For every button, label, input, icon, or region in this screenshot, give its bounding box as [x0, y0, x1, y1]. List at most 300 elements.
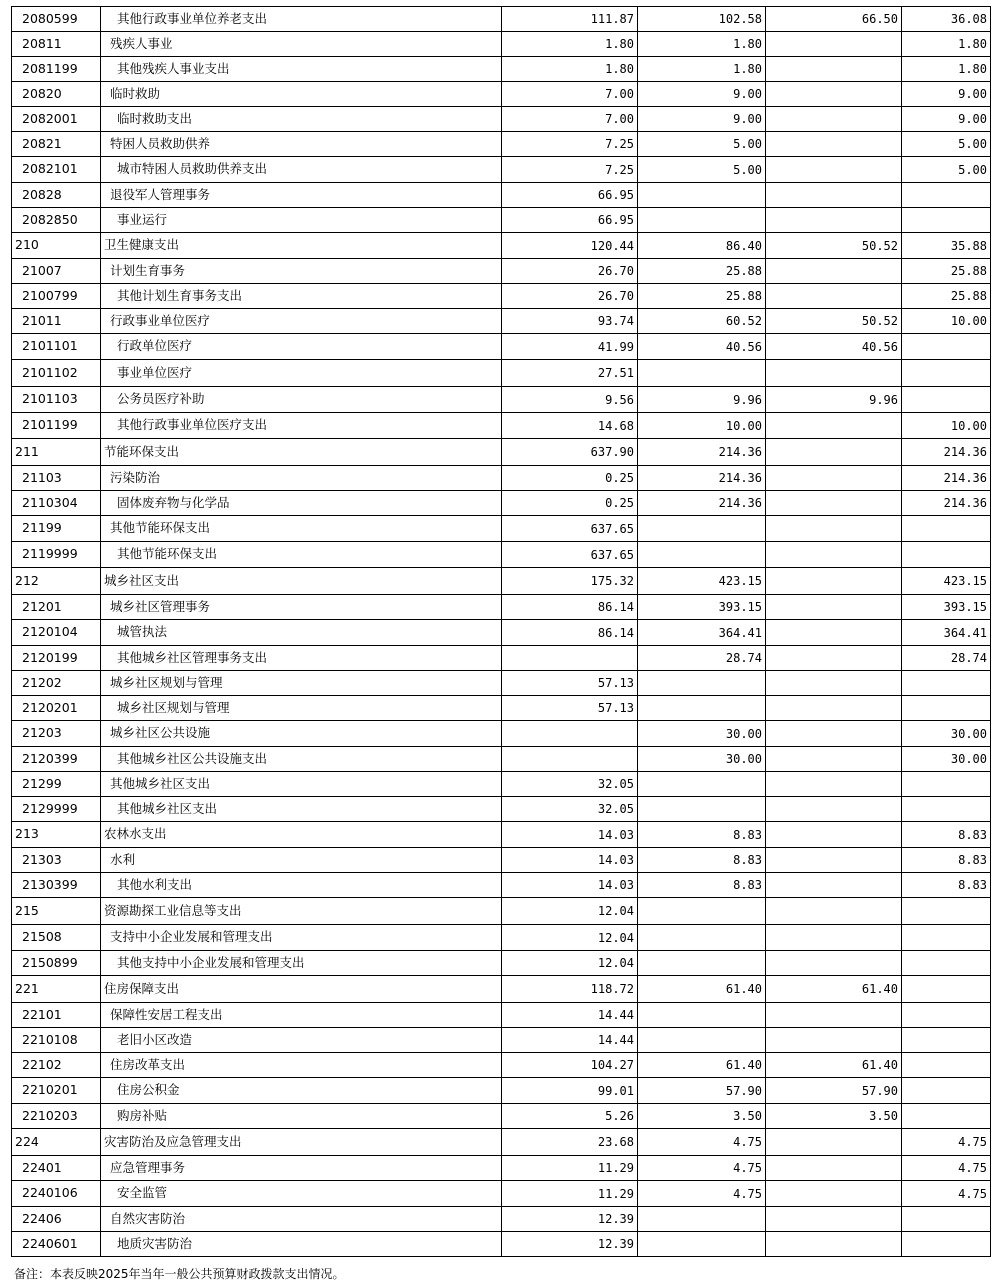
project-expenditure-cell: 4.75 — [902, 1181, 991, 1207]
name-cell: 节能环保支出 — [101, 439, 502, 466]
name-cell: 城乡社区支出 — [101, 568, 502, 595]
table-row — [12, 595, 991, 620]
project-expenditure-cell — [902, 208, 991, 233]
code-cell: 2120201 — [12, 696, 101, 721]
project-expenditure-cell: 5.00 — [902, 157, 991, 183]
code-cell: 20821 — [12, 132, 101, 157]
code-cell: 21201 — [12, 595, 101, 620]
table-row — [12, 1078, 991, 1104]
budget-2024-cell: 26.70 — [502, 284, 638, 309]
project-expenditure-cell: 8.83 — [902, 822, 991, 848]
budget-2024-cell: 104.27 — [502, 1053, 638, 1078]
table-row — [12, 646, 991, 671]
table-row — [12, 439, 991, 466]
basic-expenditure-cell — [766, 1232, 902, 1257]
budget-2024-cell: 5.26 — [502, 1104, 638, 1129]
table-row — [12, 951, 991, 976]
budget-2024-cell: 12.39 — [502, 1207, 638, 1232]
budget-total-cell: 214.36 — [638, 491, 766, 516]
name-cell: 自然灾害防治 — [101, 1207, 502, 1232]
code-cell: 22101 — [12, 1003, 101, 1028]
budget-total-cell: 61.40 — [638, 976, 766, 1003]
budget-2024-cell — [502, 747, 638, 772]
budget-total-cell: 1.80 — [638, 32, 766, 57]
project-expenditure-cell: 25.88 — [902, 284, 991, 309]
basic-expenditure-cell: 61.40 — [766, 1053, 902, 1078]
budget-total-cell: 5.00 — [638, 132, 766, 157]
budget-2024-cell: 32.05 — [502, 797, 638, 822]
basic-expenditure-cell — [766, 620, 902, 646]
code-cell: 2210108 — [12, 1028, 101, 1053]
project-expenditure-cell — [902, 334, 991, 360]
code-cell: 2240601 — [12, 1232, 101, 1257]
project-expenditure-cell: 8.83 — [902, 848, 991, 873]
code-cell: 21202 — [12, 671, 101, 696]
budget-2024-cell — [502, 721, 638, 747]
table-row — [12, 1207, 991, 1232]
budget-total-cell: 423.15 — [638, 568, 766, 595]
basic-expenditure-cell — [766, 491, 902, 516]
code-cell: 2150899 — [12, 951, 101, 976]
project-expenditure-cell: 214.36 — [902, 491, 991, 516]
project-expenditure-cell: 4.75 — [902, 1156, 991, 1181]
name-cell: 退役军人管理事务 — [101, 183, 502, 208]
budget-total-cell — [638, 208, 766, 233]
basic-expenditure-cell — [766, 822, 902, 848]
table-row — [12, 1003, 991, 1028]
budget-2024-cell: 57.13 — [502, 696, 638, 721]
budget-2024-cell: 14.03 — [502, 822, 638, 848]
project-expenditure-cell: 1.80 — [902, 57, 991, 82]
project-expenditure-cell — [902, 925, 991, 951]
code-cell: 2130399 — [12, 873, 101, 898]
basic-expenditure-cell — [766, 466, 902, 491]
code-cell: 20820 — [12, 82, 101, 107]
project-expenditure-cell: 5.00 — [902, 132, 991, 157]
name-cell: 其他支持中小企业发展和管理支出 — [101, 951, 502, 976]
basic-expenditure-cell: 61.40 — [766, 976, 902, 1003]
table-row — [12, 413, 991, 439]
table-row — [12, 568, 991, 595]
name-cell: 支持中小企业发展和管理支出 — [101, 925, 502, 951]
project-expenditure-cell — [902, 360, 991, 387]
basic-expenditure-cell — [766, 671, 902, 696]
project-expenditure-cell: 30.00 — [902, 721, 991, 747]
basic-expenditure-cell — [766, 183, 902, 208]
name-cell: 其他残疾人事业支出 — [101, 57, 502, 82]
name-cell: 事业单位医疗 — [101, 360, 502, 387]
code-cell: 2120399 — [12, 747, 101, 772]
basic-expenditure-cell — [766, 1181, 902, 1207]
basic-expenditure-cell — [766, 32, 902, 57]
code-cell: 2082101 — [12, 157, 101, 183]
project-expenditure-cell — [902, 183, 991, 208]
project-expenditure-cell — [902, 696, 991, 721]
basic-expenditure-cell — [766, 951, 902, 976]
budget-total-cell — [638, 772, 766, 797]
project-expenditure-cell — [902, 671, 991, 696]
project-expenditure-cell: 1.80 — [902, 32, 991, 57]
table-row — [12, 1156, 991, 1181]
name-cell: 农林水支出 — [101, 822, 502, 848]
basic-expenditure-cell — [766, 568, 902, 595]
code-cell: 21303 — [12, 848, 101, 873]
budget-2024-cell: 12.39 — [502, 1232, 638, 1257]
basic-expenditure-cell — [766, 1003, 902, 1028]
name-cell: 城乡社区规划与管理 — [101, 671, 502, 696]
basic-expenditure-cell — [766, 1129, 902, 1156]
name-cell: 其他水利支出 — [101, 873, 502, 898]
name-cell: 其他节能环保支出 — [101, 516, 502, 542]
code-cell: 2129999 — [12, 797, 101, 822]
code-cell: 21103 — [12, 466, 101, 491]
project-expenditure-cell: 36.08 — [902, 7, 991, 32]
budget-2024-cell: 12.04 — [502, 925, 638, 951]
project-expenditure-cell: 423.15 — [902, 568, 991, 595]
name-cell: 固体废弃物与化学品 — [101, 491, 502, 516]
name-cell: 应急管理事务 — [101, 1156, 502, 1181]
basic-expenditure-cell: 9.96 — [766, 387, 902, 413]
table-row — [12, 57, 991, 82]
budget-2024-cell: 12.04 — [502, 951, 638, 976]
project-expenditure-cell: 9.00 — [902, 107, 991, 132]
table-body — [12, 7, 991, 1257]
budget-2024-cell: 0.25 — [502, 491, 638, 516]
project-expenditure-cell — [902, 951, 991, 976]
table-row — [12, 387, 991, 413]
code-cell: 224 — [12, 1129, 101, 1156]
table-row — [12, 157, 991, 183]
name-cell: 灾害防治及应急管理支出 — [101, 1129, 502, 1156]
project-expenditure-cell — [902, 1232, 991, 1257]
budget-2024-cell: 7.25 — [502, 157, 638, 183]
code-cell: 2210201 — [12, 1078, 101, 1104]
code-cell: 22102 — [12, 1053, 101, 1078]
basic-expenditure-cell — [766, 721, 902, 747]
code-cell: 22406 — [12, 1207, 101, 1232]
budget-total-cell: 4.75 — [638, 1156, 766, 1181]
project-expenditure-cell: 28.74 — [902, 646, 991, 671]
budget-total-cell: 393.15 — [638, 595, 766, 620]
table-row — [12, 284, 991, 309]
project-expenditure-cell — [902, 1028, 991, 1053]
table-row — [12, 747, 991, 772]
project-expenditure-cell — [902, 898, 991, 925]
code-cell: 20828 — [12, 183, 101, 208]
basic-expenditure-cell — [766, 439, 902, 466]
name-cell: 临时救助支出 — [101, 107, 502, 132]
code-cell: 22401 — [12, 1156, 101, 1181]
budget-total-cell — [638, 542, 766, 568]
project-expenditure-cell — [902, 772, 991, 797]
code-cell: 21007 — [12, 259, 101, 284]
name-cell: 购房补贴 — [101, 1104, 502, 1129]
table-row — [12, 132, 991, 157]
budget-2024-cell: 14.44 — [502, 1003, 638, 1028]
budget-total-cell: 102.58 — [638, 7, 766, 32]
code-cell: 215 — [12, 898, 101, 925]
basic-expenditure-cell: 40.56 — [766, 334, 902, 360]
budget-2024-cell: 11.29 — [502, 1156, 638, 1181]
name-cell: 安全监管 — [101, 1181, 502, 1207]
budget-total-cell — [638, 951, 766, 976]
budget-total-cell: 364.41 — [638, 620, 766, 646]
budget-2024-cell: 86.14 — [502, 620, 638, 646]
table-row — [12, 620, 991, 646]
table-row — [12, 1181, 991, 1207]
basic-expenditure-cell: 50.52 — [766, 233, 902, 259]
budget-total-cell: 40.56 — [638, 334, 766, 360]
table-row — [12, 542, 991, 568]
budget-total-cell — [638, 1207, 766, 1232]
table-row — [12, 491, 991, 516]
basic-expenditure-cell — [766, 360, 902, 387]
code-cell: 212 — [12, 568, 101, 595]
project-expenditure-cell: 4.75 — [902, 1129, 991, 1156]
project-expenditure-cell: 9.00 — [902, 82, 991, 107]
name-cell: 城乡社区公共设施 — [101, 721, 502, 747]
basic-expenditure-cell — [766, 208, 902, 233]
basic-expenditure-cell — [766, 797, 902, 822]
basic-expenditure-cell — [766, 595, 902, 620]
budget-total-cell: 25.88 — [638, 284, 766, 309]
code-cell: 213 — [12, 822, 101, 848]
code-cell: 2110304 — [12, 491, 101, 516]
basic-expenditure-cell: 3.50 — [766, 1104, 902, 1129]
budget-total-cell: 25.88 — [638, 259, 766, 284]
project-expenditure-cell — [902, 1053, 991, 1078]
project-expenditure-cell — [902, 1207, 991, 1232]
basic-expenditure-cell — [766, 1028, 902, 1053]
table-row — [12, 1232, 991, 1257]
budget-2024-cell — [502, 646, 638, 671]
project-expenditure-cell — [902, 976, 991, 1003]
basic-expenditure-cell — [766, 747, 902, 772]
name-cell: 污染防治 — [101, 466, 502, 491]
budget-total-cell: 3.50 — [638, 1104, 766, 1129]
basic-expenditure-cell: 57.90 — [766, 1078, 902, 1104]
code-cell: 2119999 — [12, 542, 101, 568]
budget-2024-cell: 32.05 — [502, 772, 638, 797]
budget-total-cell — [638, 797, 766, 822]
table-row — [12, 898, 991, 925]
code-cell: 2101103 — [12, 387, 101, 413]
budget-total-cell: 214.36 — [638, 439, 766, 466]
name-cell: 公务员医疗补助 — [101, 387, 502, 413]
table-row — [12, 183, 991, 208]
table-row — [12, 848, 991, 873]
code-cell: 2240106 — [12, 1181, 101, 1207]
name-cell: 卫生健康支出 — [101, 233, 502, 259]
name-cell: 水利 — [101, 848, 502, 873]
budget-2024-cell: 93.74 — [502, 309, 638, 334]
basic-expenditure-cell — [766, 1156, 902, 1181]
name-cell: 其他计划生育事务支出 — [101, 284, 502, 309]
project-expenditure-cell — [902, 1078, 991, 1104]
budget-2024-cell: 1.80 — [502, 57, 638, 82]
table-row — [12, 516, 991, 542]
project-expenditure-cell: 214.36 — [902, 466, 991, 491]
table-row — [12, 107, 991, 132]
name-cell: 地质灾害防治 — [101, 1232, 502, 1257]
budget-2024-cell: 11.29 — [502, 1181, 638, 1207]
budget-2024-cell: 111.87 — [502, 7, 638, 32]
budget-total-cell: 4.75 — [638, 1181, 766, 1207]
basic-expenditure-cell — [766, 646, 902, 671]
name-cell: 其他城乡社区支出 — [101, 772, 502, 797]
budget-2024-cell: 23.68 — [502, 1129, 638, 1156]
basic-expenditure-cell — [766, 898, 902, 925]
budget-2024-cell: 120.44 — [502, 233, 638, 259]
budget-2024-cell: 7.25 — [502, 132, 638, 157]
project-expenditure-cell: 214.36 — [902, 439, 991, 466]
budget-2024-cell: 637.90 — [502, 439, 638, 466]
basic-expenditure-cell — [766, 1207, 902, 1232]
code-cell: 211 — [12, 439, 101, 466]
table-row — [12, 233, 991, 259]
name-cell: 住房改革支出 — [101, 1053, 502, 1078]
budget-total-cell: 8.83 — [638, 873, 766, 898]
budget-total-cell: 61.40 — [638, 1053, 766, 1078]
code-cell: 21199 — [12, 516, 101, 542]
budget-total-cell — [638, 183, 766, 208]
table-row — [12, 7, 991, 32]
budget-total-cell: 10.00 — [638, 413, 766, 439]
basic-expenditure-cell: 66.50 — [766, 7, 902, 32]
budget-2024-cell: 12.04 — [502, 898, 638, 925]
project-expenditure-cell — [902, 1104, 991, 1129]
name-cell: 计划生育事务 — [101, 259, 502, 284]
name-cell: 城乡社区规划与管理 — [101, 696, 502, 721]
budget-2024-cell: 9.56 — [502, 387, 638, 413]
name-cell: 事业运行 — [101, 208, 502, 233]
name-cell: 保障性安居工程支出 — [101, 1003, 502, 1028]
table-row — [12, 772, 991, 797]
project-expenditure-cell: 10.00 — [902, 413, 991, 439]
budget-2024-cell: 14.68 — [502, 413, 638, 439]
table-row — [12, 925, 991, 951]
budget-2024-cell: 118.72 — [502, 976, 638, 1003]
budget-2024-cell: 57.13 — [502, 671, 638, 696]
budget-total-cell: 1.80 — [638, 57, 766, 82]
budget-total-cell: 86.40 — [638, 233, 766, 259]
code-cell: 2101199 — [12, 413, 101, 439]
budget-2024-cell: 86.14 — [502, 595, 638, 620]
table-row — [12, 32, 991, 57]
name-cell: 城市特困人员救助供养支出 — [101, 157, 502, 183]
code-cell: 2081199 — [12, 57, 101, 82]
budget-2024-cell: 637.65 — [502, 542, 638, 568]
code-cell: 210 — [12, 233, 101, 259]
table-row — [12, 721, 991, 747]
table-row — [12, 1129, 991, 1156]
name-cell: 住房公积金 — [101, 1078, 502, 1104]
table-row — [12, 208, 991, 233]
code-cell: 2082001 — [12, 107, 101, 132]
budget-2024-cell: 175.32 — [502, 568, 638, 595]
table-row — [12, 82, 991, 107]
project-expenditure-cell — [902, 797, 991, 822]
budget-total-cell: 60.52 — [638, 309, 766, 334]
budget-total-cell: 9.00 — [638, 82, 766, 107]
name-cell: 残疾人事业 — [101, 32, 502, 57]
project-expenditure-cell: 364.41 — [902, 620, 991, 646]
project-expenditure-cell — [902, 516, 991, 542]
budget-total-cell: 57.90 — [638, 1078, 766, 1104]
table-row — [12, 696, 991, 721]
name-cell: 行政事业单位医疗 — [101, 309, 502, 334]
budget-total-cell: 5.00 — [638, 157, 766, 183]
budget-2024-cell: 66.95 — [502, 208, 638, 233]
code-cell: 21011 — [12, 309, 101, 334]
budget-total-cell: 8.83 — [638, 848, 766, 873]
budget-total-cell — [638, 1003, 766, 1028]
table-row — [12, 466, 991, 491]
project-expenditure-cell: 30.00 — [902, 747, 991, 772]
budget-total-cell: 8.83 — [638, 822, 766, 848]
table-row — [12, 360, 991, 387]
code-cell: 2120104 — [12, 620, 101, 646]
code-cell: 2101101 — [12, 334, 101, 360]
code-cell: 2080599 — [12, 7, 101, 32]
basic-expenditure-cell: 50.52 — [766, 309, 902, 334]
project-expenditure-cell: 393.15 — [902, 595, 991, 620]
basic-expenditure-cell — [766, 157, 902, 183]
budget-2024-cell: 14.03 — [502, 873, 638, 898]
budget-total-cell: 30.00 — [638, 721, 766, 747]
table-row — [12, 334, 991, 360]
name-cell: 其他城乡社区公共设施支出 — [101, 747, 502, 772]
name-cell: 其他城乡社区管理事务支出 — [101, 646, 502, 671]
basic-expenditure-cell — [766, 516, 902, 542]
basic-expenditure-cell — [766, 284, 902, 309]
name-cell: 其他城乡社区支出 — [101, 797, 502, 822]
code-cell: 2101102 — [12, 360, 101, 387]
budget-expenditure-table — [11, 6, 991, 1257]
name-cell: 住房保障支出 — [101, 976, 502, 1003]
name-cell: 城乡社区管理事务 — [101, 595, 502, 620]
table-row — [12, 1104, 991, 1129]
project-expenditure-cell: 10.00 — [902, 309, 991, 334]
budget-2024-cell: 27.51 — [502, 360, 638, 387]
budget-2024-cell: 7.00 — [502, 82, 638, 107]
table-row — [12, 822, 991, 848]
project-expenditure-cell: 35.88 — [902, 233, 991, 259]
table-row — [12, 309, 991, 334]
basic-expenditure-cell — [766, 57, 902, 82]
name-cell: 临时救助 — [101, 82, 502, 107]
table-row — [12, 259, 991, 284]
budget-total-cell: 9.96 — [638, 387, 766, 413]
project-expenditure-cell — [902, 1003, 991, 1028]
name-cell: 资源勘探工业信息等支出 — [101, 898, 502, 925]
table-row — [12, 976, 991, 1003]
budget-total-cell: 9.00 — [638, 107, 766, 132]
budget-total-cell — [638, 1232, 766, 1257]
basic-expenditure-cell — [766, 413, 902, 439]
code-cell: 21203 — [12, 721, 101, 747]
name-cell: 行政单位医疗 — [101, 334, 502, 360]
basic-expenditure-cell — [766, 82, 902, 107]
budget-total-cell: 214.36 — [638, 466, 766, 491]
code-cell: 2210203 — [12, 1104, 101, 1129]
basic-expenditure-cell — [766, 772, 902, 797]
budget-2024-cell: 41.99 — [502, 334, 638, 360]
budget-table-container — [11, 6, 990, 1257]
budget-2024-cell: 637.65 — [502, 516, 638, 542]
code-cell: 2082850 — [12, 208, 101, 233]
name-cell: 老旧小区改造 — [101, 1028, 502, 1053]
